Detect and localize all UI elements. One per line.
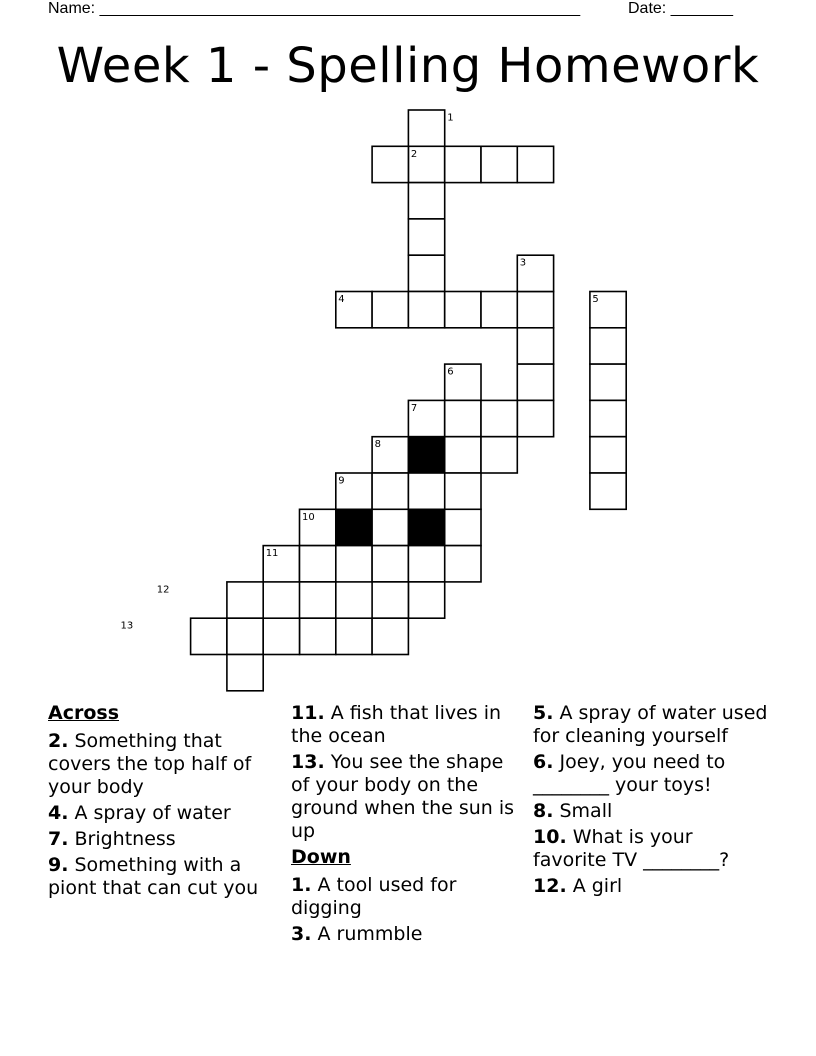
- crossword-cell[interactable]: [590, 400, 626, 436]
- crossword-cell[interactable]: [445, 400, 481, 436]
- crossword-cell[interactable]: [481, 146, 517, 182]
- crossword-cell[interactable]: [300, 618, 336, 654]
- crossword-cell[interactable]: [336, 618, 372, 654]
- clue-down-3: 3. A rummble: [291, 923, 423, 945]
- clue-across-13: 13. You see the shape of your body on the ground when the sun is up: [291, 751, 515, 842]
- crossword-cell[interactable]: [590, 473, 626, 509]
- crossword-cell[interactable]: [445, 146, 481, 182]
- clue-number-label: 11: [265, 548, 279, 560]
- black-cell: [336, 509, 372, 545]
- crossword-cell[interactable]: [372, 618, 408, 654]
- clue-across-4: 4. A spray of water: [48, 802, 231, 824]
- clue-down-12: 12. A girl: [533, 875, 623, 897]
- clue-down-5: 5. A spray of water used for cleaning yourself: [533, 702, 768, 747]
- clue-number-label: 8: [374, 439, 381, 451]
- black-cell: [408, 509, 444, 545]
- crossword-cell[interactable]: [227, 655, 263, 691]
- clue-number-label: 4: [338, 294, 345, 305]
- clue-number-label: 5: [592, 294, 599, 305]
- crossword-cell[interactable]: [408, 582, 444, 618]
- crossword-cell[interactable]: [300, 582, 336, 618]
- crossword-cell[interactable]: [408, 219, 444, 255]
- clue-number-label: 12: [156, 584, 170, 596]
- clue-number-label: 9: [338, 475, 345, 487]
- clue-number-label: 1: [447, 112, 454, 124]
- crossword-cell[interactable]: [372, 292, 408, 328]
- crossword-cell[interactable]: [408, 110, 444, 146]
- crossword-cell[interactable]: [372, 582, 408, 618]
- crossword-cell[interactable]: [590, 328, 626, 364]
- down-heading: Down: [291, 846, 351, 868]
- crossword-cell[interactable]: [336, 546, 372, 582]
- crossword-cell[interactable]: [372, 509, 408, 545]
- crossword-cell[interactable]: [408, 183, 444, 219]
- crossword-cell[interactable]: [227, 618, 263, 654]
- clue-across-7: 7. Brightness: [48, 828, 176, 850]
- crossword-cell[interactable]: [372, 473, 408, 509]
- clues-column-2: [291, 702, 527, 949]
- clue-number-label: 6: [447, 366, 454, 378]
- crossword-cell[interactable]: [445, 292, 481, 328]
- clue-down-6: 6. Joey, you need to ________ your toys!: [533, 751, 726, 796]
- clue-across-11: 11. A fish that lives in the ocean: [291, 702, 502, 747]
- clue-across-9: 9. Something with a piont that can cut you: [48, 854, 259, 899]
- clue-across-2: 2. Something that covers the top half of your body: [48, 730, 252, 798]
- clue-down-10: 10. What is your favorite TV ________?: [533, 826, 730, 871]
- crossword-cell[interactable]: [408, 473, 444, 509]
- crossword-cell[interactable]: [445, 437, 481, 473]
- crossword-cell[interactable]: [517, 328, 553, 364]
- crossword-cell[interactable]: [300, 546, 336, 582]
- crossword-cell[interactable]: [481, 292, 517, 328]
- crossword-cell[interactable]: [263, 618, 299, 654]
- crossword-cell[interactable]: [590, 364, 626, 400]
- crossword-cell[interactable]: [372, 146, 408, 182]
- crossword-cell[interactable]: [481, 437, 517, 473]
- crossword-cell[interactable]: [590, 437, 626, 473]
- crossword-cell[interactable]: [445, 473, 481, 509]
- crossword-cell[interactable]: [481, 400, 517, 436]
- page-title: Week 1 - Spelling Homework: [56, 38, 760, 94]
- clue-down-8: 8. Small: [533, 800, 613, 822]
- clue-number-label: 7: [410, 402, 418, 414]
- clue-down-1: 1. A tool used for digging: [291, 874, 457, 919]
- clues-column-3: [533, 702, 769, 901]
- crossword-cell[interactable]: [408, 255, 444, 291]
- crossword-cell[interactable]: [517, 292, 553, 328]
- crossword-cell[interactable]: [408, 292, 444, 328]
- name-field-label[interactable]: Name: ______________________________________________________: [48, 0, 581, 17]
- clues-column-1: [48, 702, 284, 903]
- across-heading: Across: [48, 702, 120, 724]
- clue-number-label: 2: [410, 148, 418, 160]
- clue-number-label: 10: [302, 511, 315, 523]
- crossword-cell[interactable]: [408, 546, 444, 582]
- black-cell: [408, 437, 444, 473]
- crossword-cell[interactable]: [517, 364, 553, 400]
- crossword-cell[interactable]: [445, 546, 481, 582]
- crossword-cell[interactable]: [191, 618, 227, 654]
- date-field-label[interactable]: Date: _______: [628, 0, 733, 17]
- clue-number-label: 13: [120, 620, 134, 632]
- crossword-cell[interactable]: [517, 400, 553, 436]
- crossword-cell[interactable]: [227, 582, 263, 618]
- crossword-cell[interactable]: [517, 146, 553, 182]
- crossword-cell[interactable]: [445, 509, 481, 545]
- crossword-cell[interactable]: [372, 546, 408, 582]
- clue-number-label: 3: [519, 257, 527, 269]
